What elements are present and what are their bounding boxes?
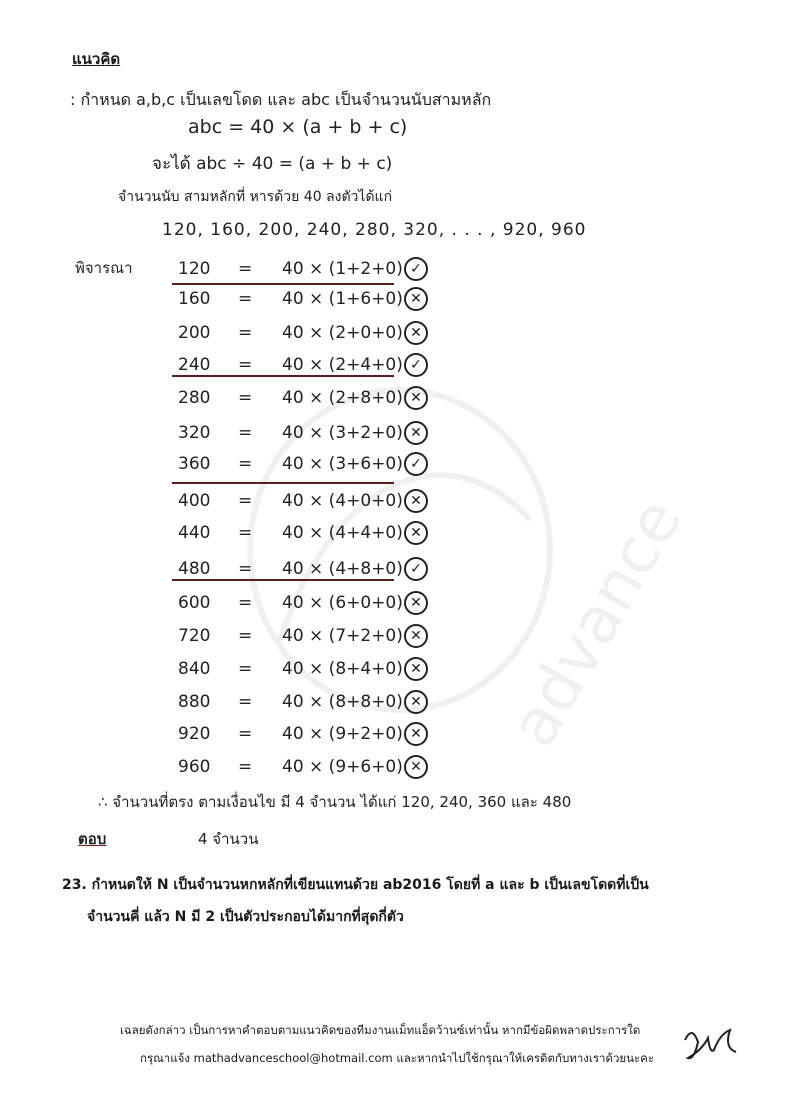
case-row <box>172 591 432 621</box>
case-row <box>172 690 432 720</box>
equals-sign: = <box>238 593 253 613</box>
footer-line-2: กรุณาแจ้ง mathadvanceschool@hotmail.com และหากนำไปใช้กรุณาให้เครดิตกับทางเราด้วยนะคะ <box>140 1051 655 1065</box>
case-expression: 40 × (9+2+0) <box>282 724 403 744</box>
equals-sign: = <box>238 491 253 511</box>
underline-240 <box>172 375 394 377</box>
case-row <box>172 353 432 383</box>
case-expression: 40 × (3+6+0) <box>282 454 403 474</box>
conclusion-line: ∴ จำนวนที่ตรง ตามเงื่อนไข มี 4 จำนวน ได้แก่ 120, 240, 360 และ 480 <box>98 793 572 811</box>
case-expression: 40 × (7+2+0) <box>282 626 403 646</box>
multiples-intro: จำนวนนับ สามหลักที่ หารด้วย 40 ลงตัวได้แก่ <box>118 189 393 205</box>
case-number: 720 <box>178 626 211 646</box>
section-heading: แนวคิด <box>72 50 121 68</box>
underline-480 <box>172 579 394 581</box>
case-number: 400 <box>178 491 211 511</box>
equals-sign: = <box>238 454 253 474</box>
check-icon: ✓ <box>404 353 428 377</box>
underline-120 <box>172 283 394 285</box>
underline-360 <box>172 482 394 484</box>
equals-sign: = <box>238 692 253 712</box>
case-expression: 40 × (1+2+0) <box>282 259 403 279</box>
case-row <box>172 657 432 687</box>
equals-sign: = <box>238 289 253 309</box>
case-number: 200 <box>178 323 211 343</box>
case-number: 280 <box>178 388 211 408</box>
case-row <box>172 489 432 519</box>
equals-sign: = <box>238 323 253 343</box>
case-number: 160 <box>178 289 211 309</box>
case-expression: 40 × (9+6+0) <box>282 757 403 777</box>
case-number: 840 <box>178 659 211 679</box>
case-expression: 40 × (4+4+0) <box>282 523 403 543</box>
case-row <box>172 287 432 317</box>
multiples-list: 120, 160, 200, 240, 280, 320, . . . , 920, 960 <box>162 220 587 240</box>
equals-sign: = <box>238 757 253 777</box>
cross-icon: ✕ <box>404 421 428 445</box>
equals-sign: = <box>238 559 253 579</box>
case-row <box>172 421 432 451</box>
equals-sign: = <box>238 659 253 679</box>
watermark-text: advance <box>496 486 697 760</box>
cross-icon: ✕ <box>404 657 428 681</box>
case-number: 960 <box>178 757 211 777</box>
cross-icon: ✕ <box>404 521 428 545</box>
check-icon: ✓ <box>404 452 428 476</box>
answer-label: ตอบ <box>78 830 107 848</box>
case-expression: 40 × (6+0+0) <box>282 593 403 613</box>
case-expression: 40 × (8+8+0) <box>282 692 403 712</box>
footer-line-1: เฉลยดังกล่าว เป็นการหาคำตอบตามแนวคิดของทีมงานแม็ทแอ็ดว้านซ์เท่านั้น หากมีข้อผิดพลาดประการใด <box>120 1023 641 1037</box>
case-number: 600 <box>178 593 211 613</box>
case-row <box>172 624 432 654</box>
cross-icon: ✕ <box>404 722 428 746</box>
equals-sign: = <box>238 523 253 543</box>
case-row <box>172 321 432 351</box>
case-expression: 40 × (2+0+0) <box>282 323 403 343</box>
case-number: 120 <box>178 259 211 279</box>
equals-sign: = <box>238 423 253 443</box>
case-number: 480 <box>178 559 211 579</box>
case-number: 880 <box>178 692 211 712</box>
case-expression: 40 × (4+8+0) <box>282 559 403 579</box>
cross-icon: ✕ <box>404 489 428 513</box>
equation-2: จะได้ abc ÷ 40 = (a + b + c) <box>152 154 393 174</box>
equals-sign: = <box>238 626 253 646</box>
check-icon: ✓ <box>404 557 428 581</box>
cross-icon: ✕ <box>404 287 428 311</box>
case-expression: 40 × (8+4+0) <box>282 659 403 679</box>
cross-icon: ✕ <box>404 386 428 410</box>
case-number: 920 <box>178 724 211 744</box>
case-row <box>172 722 432 752</box>
case-row <box>172 386 432 416</box>
question-23-line-1: 23. กำหนดให้ N เป็นจำนวนหกหลักที่เขียนแทนด้วย ab2016 โดยที่ a และ b เป็นเลขโดดที่เป็น <box>62 877 649 893</box>
equals-sign: = <box>238 724 253 744</box>
consider-label: พิจารณา <box>75 259 133 277</box>
case-row <box>172 755 432 785</box>
case-number: 320 <box>178 423 211 443</box>
check-icon: ✓ <box>404 257 428 281</box>
equation-1: abc = 40 × (a + b + c) <box>188 116 408 138</box>
case-expression: 40 × (1+6+0) <box>282 289 403 309</box>
equals-sign: = <box>238 355 253 375</box>
case-expression: 40 × (2+4+0) <box>282 355 403 375</box>
question-23-line-2: จำนวนคี่ แล้ว N มี 2 เป็นตัวประกอบได้มากที่สุดกี่ตัว <box>87 909 404 925</box>
cross-icon: ✕ <box>404 755 428 779</box>
case-row <box>172 521 432 551</box>
signature-mark <box>680 1020 740 1070</box>
cross-icon: ✕ <box>404 690 428 714</box>
case-number: 360 <box>178 454 211 474</box>
case-expression: 40 × (3+2+0) <box>282 423 403 443</box>
cross-icon: ✕ <box>404 624 428 648</box>
case-number: 240 <box>178 355 211 375</box>
case-number: 440 <box>178 523 211 543</box>
cross-icon: ✕ <box>404 321 428 345</box>
case-row <box>172 452 432 482</box>
cross-icon: ✕ <box>404 591 428 615</box>
answer-value: 4 จำนวน <box>198 830 259 848</box>
case-row <box>172 557 432 587</box>
equals-sign: = <box>238 259 253 279</box>
equals-sign: = <box>238 388 253 408</box>
case-expression: 40 × (4+0+0) <box>282 491 403 511</box>
intro-line: : กำหนด a,b,c เป็นเลขโดด และ abc เป็นจำนวนนับสามหลัก <box>70 90 492 109</box>
case-expression: 40 × (2+8+0) <box>282 388 403 408</box>
